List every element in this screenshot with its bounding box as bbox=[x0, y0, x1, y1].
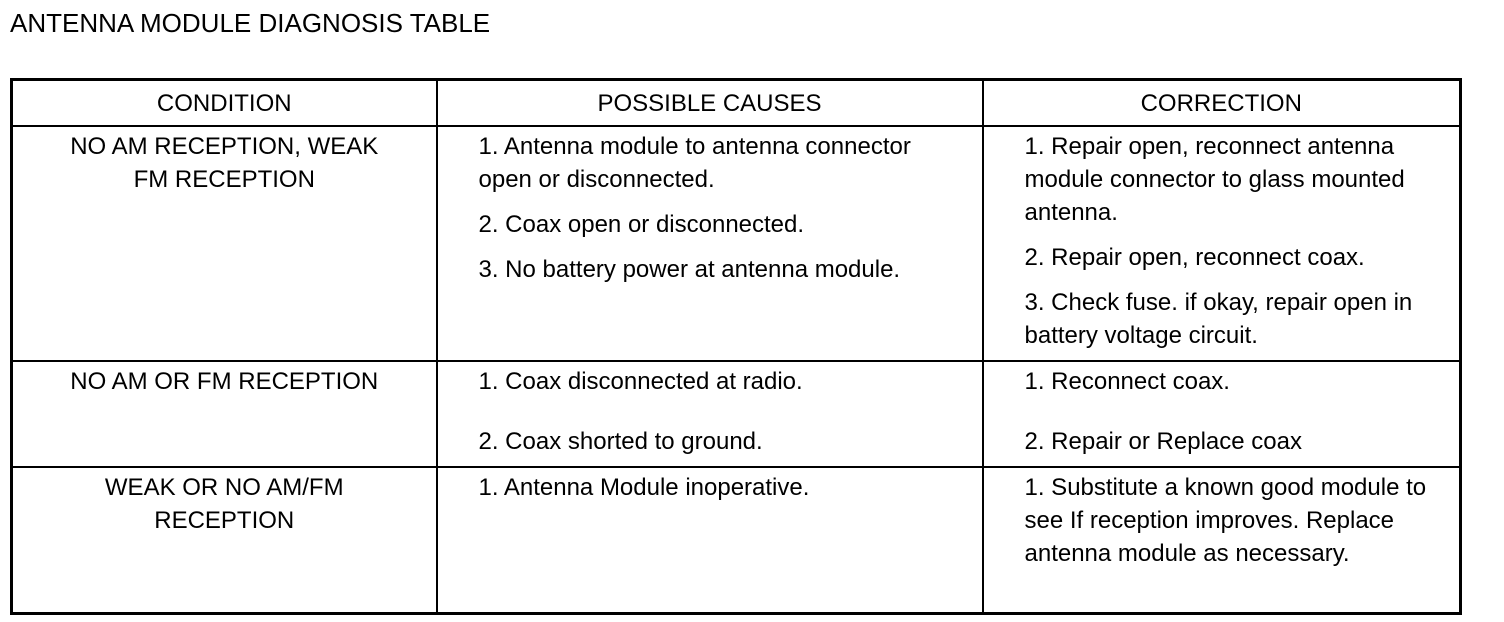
condition-text: NO AM OR FM RECEPTION bbox=[70, 368, 379, 395]
cause-item: 1. Antenna Module inoperative. bbox=[478, 474, 810, 501]
correction-item: 2. Repair or Replace coax bbox=[1024, 428, 1302, 455]
header-possible-causes: POSSIBLE CAUSES bbox=[437, 80, 983, 127]
condition-text: WEAK OR NO AM/FM RECEPTION bbox=[104, 474, 344, 534]
table-row bbox=[12, 361, 1461, 467]
cause-item: 1. Coax disconnected at radio. bbox=[478, 368, 803, 395]
header-condition: CONDITION bbox=[12, 80, 437, 127]
correction-item: 1. Reconnect coax. bbox=[1024, 368, 1230, 395]
correction-cell bbox=[983, 126, 1461, 361]
correction-item: 2. Repair open, reconnect coax. bbox=[1024, 244, 1365, 271]
condition-cell bbox=[12, 467, 437, 613]
cause-item: 2. Coax shorted to ground. bbox=[478, 428, 763, 455]
condition-text: NO AM RECEPTION, WEAK FM RECEPTION bbox=[70, 133, 379, 193]
page-title: ANTENNA MODULE DIAGNOSIS TABLE bbox=[10, 8, 491, 38]
table-row bbox=[12, 126, 1461, 361]
cause-item: 3. No battery power at antenna module. bbox=[478, 256, 901, 283]
correction-item: 1. Repair open, reconnect antenna module connector to glass mounted antenna. bbox=[1024, 133, 1405, 226]
condition-cell bbox=[12, 361, 437, 467]
correction-cell bbox=[983, 467, 1461, 613]
causes-cell bbox=[437, 361, 983, 467]
cause-item: 2. Coax open or disconnected. bbox=[478, 211, 805, 238]
diagnosis-table bbox=[10, 78, 1462, 615]
correction-item: 1. Substitute a known good module to see If reception improves. Replace antenna module as necessary. bbox=[1024, 474, 1427, 567]
table-row bbox=[12, 467, 1461, 613]
condition-cell bbox=[12, 126, 437, 361]
causes-cell bbox=[437, 467, 983, 613]
header-correction: CORRECTION bbox=[983, 80, 1461, 127]
cause-item: 1. Antenna module to antenna connector open or disconnected. bbox=[478, 133, 911, 193]
correction-cell bbox=[983, 361, 1461, 467]
table-header-row bbox=[12, 80, 1461, 127]
causes-cell bbox=[437, 126, 983, 361]
correction-item: 3. Check fuse. if okay, repair open in battery voltage circuit. bbox=[1024, 289, 1413, 349]
